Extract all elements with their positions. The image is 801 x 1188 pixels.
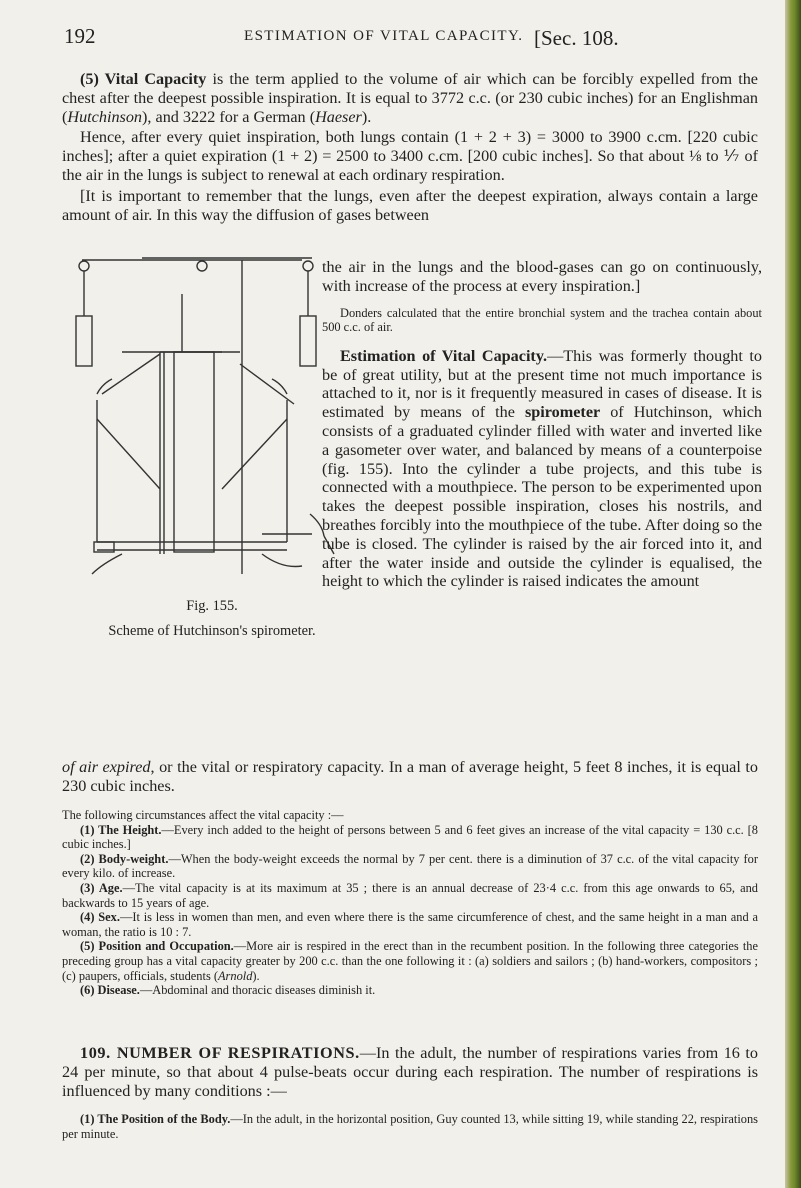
figure-caption bbox=[62, 598, 362, 640]
position-text: —In the adult, in the horizontal position, Guy counted 13, while sitting 19, while standing 22, respirations per minute. bbox=[62, 1112, 759, 1141]
spirometer-figure bbox=[62, 254, 364, 584]
circumstance-text: —It is less in women than men, and even where there is the same circumference of chest, and the same height in a man and a woman, the ratio is 10 : 7. bbox=[62, 910, 758, 939]
float-column bbox=[322, 258, 762, 591]
ref-haeser: Haeser bbox=[315, 107, 362, 126]
circumstance-item bbox=[62, 881, 758, 910]
circumstances-intro: The following circumstances affect the vital capacity :— bbox=[62, 808, 344, 822]
estimation-text-b: of Hutchinson, which consists of a graduated cylinder filled with water and inverted like a gasometer over water, and balanced by means of a counterpoise (fig. 155). Into the cylinder a tube projects, and this tube is connected with a mouthpiece. The person to be experimented upon takes the deepest possible inspiration, closes his nostrils, and breathes forcibly into the mouthpiece of the tube. After doing so the tube is closed. The cylinder is raised by the air forced into it, and after the water inside and outside the cylinder is equalised, the height to which the cylinder is raised indicates the amount bbox=[322, 403, 762, 591]
section-109-heading: 109. NUMBER OF RESPIRATIONS. bbox=[80, 1044, 360, 1062]
ref-hutchinson: Hutchinson bbox=[67, 107, 143, 126]
estimation-heading: Estimation of Vital Capacity. bbox=[340, 346, 548, 365]
spirometer-drawing bbox=[62, 254, 364, 584]
circumstance-text: —Every inch added to the height of persons between 5 and 6 feet gives an increase of the vital capacity = 130 c.c. [8 cubic inches.] bbox=[62, 822, 758, 852]
important-note-continued: the air in the lungs and the blood-gases can go on continuously, with increase of the process at every inspiration.] bbox=[322, 258, 762, 295]
circumstance-text: —More air is respired in the erect than in the recumbent position. In the following three categories the preceding group has a vital capacity greater by 200 c.c. than the one following it : (a) soldiers and sailors ; (b) hand-workers, compositors ; (c) paupers, officials, students ( bbox=[62, 939, 758, 983]
page-header bbox=[0, 24, 801, 54]
page-edge bbox=[785, 0, 801, 1188]
vital-capacity-block bbox=[62, 70, 758, 224]
estimation-paragraph bbox=[322, 347, 762, 591]
estimation-italic: of air expired bbox=[62, 758, 151, 776]
vital-capacity-text-end: ). bbox=[361, 107, 372, 126]
estimation-end bbox=[62, 758, 758, 796]
position-paragraph bbox=[62, 1112, 758, 1141]
estimation-text-c: , or the vital or respiratory capacity. In a man of average height, 5 feet 8 inches, it is equal to 230 cubic inches. bbox=[62, 758, 758, 795]
circumstance-text: —The vital capacity is at its maximum at 35 ; there is an annual decrease of 23·4 c.c. from this age onwards to 65, and backwards to 15 years of age. bbox=[62, 880, 758, 910]
estimation-text-a: —This was formerly thought to be of great utility, but at the present time not much importance is attached to it, nor is it frequently measured in cases of disease. It is estimated by means of the bbox=[322, 346, 762, 422]
circumstance-text: —When the body-weight exceeds the normal by 7 per cent. there is a diminution of 37 c.c. of the vital capacity for every kilo. of increase. bbox=[62, 851, 759, 881]
circumstance-item bbox=[62, 823, 758, 852]
spirometer-term: spirometer bbox=[524, 403, 601, 422]
circumstance-item bbox=[62, 939, 758, 983]
circumstance-label: (3) Age. bbox=[80, 880, 123, 895]
vital-capacity-label: (5) Vital Capacity bbox=[80, 70, 207, 88]
section-109-block bbox=[62, 1044, 758, 1142]
circumstance-item bbox=[62, 910, 758, 939]
important-note-paragraph: [It is important to remember that the lungs, even after the deepest expiration, always contain a large amount of air. In this way the diffusion of gases between bbox=[62, 186, 758, 224]
lung-content-paragraph: Hence, after every quiet inspiration, both lungs contain (1 + 2 + 3) = 3000 to 3900 c.cm. [220 cubic inches]; after a quiet expiration (1 + 2) = 2500 to 3400 c.cm. [200 cubic inches]. So that about ⅛ to ⅐ of the air in the lungs is subject to renewal at each ordinary respiration. bbox=[62, 128, 758, 184]
circumstance-item bbox=[62, 852, 758, 881]
vital-capacity-text: is the term applied to the volume of air which can be forcibly expelled from the chest after the deepest possible inspiration. It is equal to 3772 c.c. (or 230 cubic inches) for an Englishman ( bbox=[62, 70, 758, 126]
vital-capacity-text-mid: ), and 3222 for a German ( bbox=[142, 107, 316, 126]
section-label: [Sec. 108. bbox=[534, 26, 619, 50]
running-title: ESTIMATION OF VITAL CAPACITY. bbox=[244, 28, 524, 44]
section-109-paragraph bbox=[62, 1044, 758, 1100]
circumstance-label: (1) The Height. bbox=[80, 822, 162, 837]
donders-note: Donders calculated that the entire bronchial system and the trachea contain about 500 c.c. of air. bbox=[322, 305, 762, 335]
circumstance-tail: ). bbox=[252, 968, 260, 983]
page-number: 192 bbox=[64, 24, 96, 48]
ref-arnold: Arnold bbox=[217, 968, 253, 983]
circumstance-item bbox=[62, 983, 758, 998]
section-109-text: —In the adult, the number of respirations varies from 16 to 24 per minute, so that about 4 pulse-beats occur during each respiration. The number of respirations is influenced by many conditions :— bbox=[62, 1044, 758, 1100]
figure-label: Fig. 155. bbox=[186, 598, 238, 614]
vital-capacity-paragraph bbox=[62, 70, 758, 126]
circumstance-label: (5) Position and Occupation. bbox=[80, 939, 234, 954]
circumstance-label: (2) Body-weight. bbox=[80, 851, 169, 866]
figure-caption-text: Scheme of Hutchinson's spirometer. bbox=[108, 623, 316, 640]
position-label: (1) The Position of the Body. bbox=[80, 1112, 231, 1127]
estimation-end-block bbox=[62, 758, 758, 796]
circumstance-label: (4) Sex. bbox=[80, 910, 120, 925]
circumstance-label: (6) Disease. bbox=[80, 983, 140, 998]
circumstance-text: —Abdominal and thoracic diseases diminish it. bbox=[139, 983, 376, 998]
circumstances-block bbox=[62, 808, 758, 998]
